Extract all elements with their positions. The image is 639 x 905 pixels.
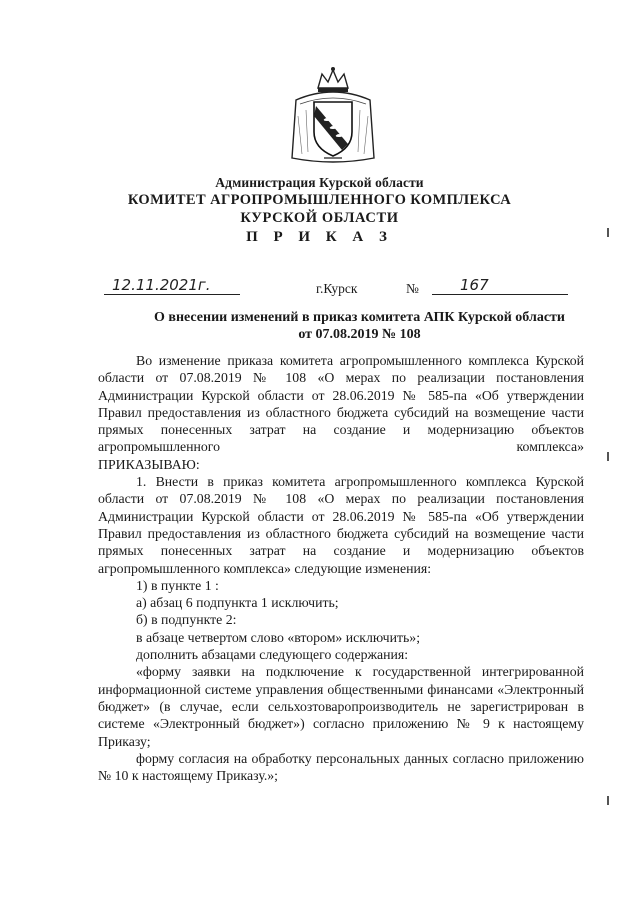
committee-name: КОМИТЕТ АГРОПРОМЫШЛЕННОГО КОМПЛЕКСА [127,192,512,208]
added-paragraph-application-form: «форму заявки на подключение к государственной интегрированной информационной системе управления общественными финансами «Электронный бюджет» (в случае, если сельхозтоваропроизводитель не зарегистрирован в системе «Электронный бюджет») согласно приложению № 9 к настоящему Приказу; [98,664,584,749]
preamble-paragraph: Во изменение приказа комитета агропромышленного комплекса Курской области от 07.08.2019 № 108 «О мерах по реализации постановления Администрации Курской области от 28.06.2019 № 585-па «Об утверждении Правил предоставления из областного бюджета субсидий на возмещение части прямых понесенных затрат на создание и модернизацию объектов агропромышленного комплекса» [98,353,584,455]
order-place: г.Курск [316,281,358,296]
administration-name: Администрация Курской области [215,175,424,190]
scan-margin-mark [607,452,609,461]
number-sign: № [406,281,419,296]
order-title-line-2: от 07.08.2019 № 108 [298,327,421,342]
order-date: 12.11.2021г. [112,276,211,294]
item-1-1-b-add: дополнить абзацами следующего содержания: [136,647,409,663]
document-type: П Р И К А З [246,229,393,245]
date-underline [104,294,240,295]
order-title-line-1: О внесении изменений в приказ комитета АПК Курской области [154,310,565,325]
number-underline [432,294,568,295]
item-1-1-b-change: в абзаце четвертом слово «втором» исключить»; [136,629,421,645]
scan-margin-mark [607,796,609,805]
item-1-1-a: а) абзац 6 подпункта 1 исключить; [136,595,339,611]
order-body [98,352,584,784]
scan-margin-mark [607,228,609,237]
item-1-paragraph: 1. Внести в приказ комитета агропромышленного комплекса Курской области от 07.08.2019 № 108 «О мерах по реализации постановления Администрации Курской области от 28.06.2019 № 585-па «Об утверждении Правил предоставления из областного бюджета субсидий на возмещение части прямых понесенных затрат на создание и модернизацию объектов агропромышленного комплекса» следующие изменения: [98,474,584,576]
added-paragraph-consent-form: форму согласия на обработку персональных данных согласно приложению № 10 к настоящему Приказу.»; [98,750,584,784]
item-1-1: 1) в пункте 1 : [136,577,219,593]
item-1-1-b: б) в подпункте 2: [136,612,237,628]
kursk-coat-of-arms-icon [288,66,378,166]
order-verb: ПРИКАЗЫВАЮ: [98,456,200,472]
order-number: 167 [460,276,489,294]
committee-region: КУРСКОЙ ОБЛАСТИ [240,210,399,226]
